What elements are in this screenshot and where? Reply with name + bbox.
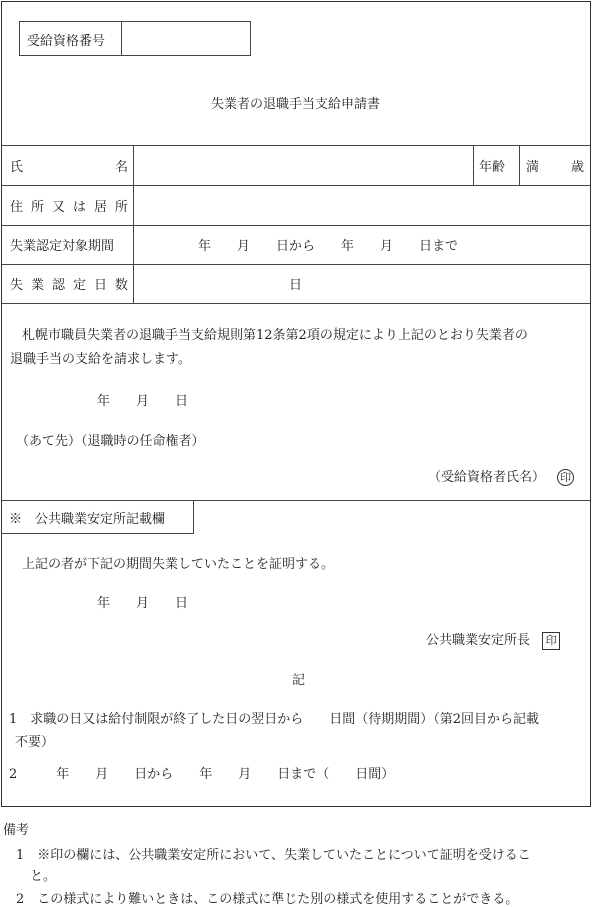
days-label-char: 業 [30,278,44,293]
name-field[interactable] [134,146,472,184]
address-label-char: 所 [114,200,128,215]
days-field[interactable]: 日 [289,278,303,293]
address-label-char: 又 [51,200,65,215]
address-label-char: 居 [93,200,107,215]
addressee: （あて先）（退職時の任命権者） [16,434,205,449]
item1-line2: 不要） [15,735,55,750]
application-body-line1: 札幌市職員失業者の退職手当支給規則第12条第2項の規定により上記のとおり失業者の [22,328,528,343]
name-label-char: 氏 [10,160,24,175]
days-label-char: 定 [72,278,86,293]
office-section-label: ※ 公共職業安定所記載欄 [9,512,166,527]
qualification-number-box [19,21,251,56]
period-label: 失業認定対象期間 [10,239,115,254]
note2: 2 この様式により難いときは、この様式に準じた別の様式を使用することができる。 [16,892,519,907]
period-field[interactable]: 年 月 日から 年 月 日まで [198,239,459,254]
application-form [1,1,591,807]
applicant-name-line[interactable] [428,466,574,486]
days-label-char: 失 [10,278,24,293]
qualification-number-field[interactable] [122,22,250,55]
age-value-divider [519,145,520,185]
days-label-char: 認 [51,278,65,293]
seal-icon: 印 [542,632,560,650]
address-field[interactable] [134,186,586,224]
qualification-number-label: 受給資格番号 [27,34,106,49]
age-label: 年齢 [479,160,506,175]
notes-title: 備考 [3,823,30,838]
office-director-label: 公共職業安定所長 [426,633,531,648]
days-label-char: 日 [93,278,107,293]
address-label-char: 住 [10,200,24,215]
applicant-name-label: （受給資格者氏名） [428,470,546,485]
days-label [10,274,128,293]
address-label [10,196,128,215]
table-line-2 [2,225,590,226]
days-label-char: 数 [114,278,128,293]
office-director-line[interactable] [426,629,560,650]
age-suffix: 歳 [570,160,584,175]
address-label-char: 所 [30,200,44,215]
office-date[interactable]: 年 月 日 [97,596,189,611]
certify-text: 上記の者が下記の期間失業していたことを証明する。 [22,557,335,572]
ki-heading: 記 [292,673,306,688]
age-prefix: 満 [526,160,540,175]
form-title: 失業者の退職手当支給申請書 [210,97,380,112]
name-label-char: 名 [114,160,128,175]
table-line-3 [2,264,590,265]
name-label [10,156,128,175]
note1-line1: 1 ※印の欄には、公共職業安定所において、失業していたことについて証明を受けるこ [16,848,531,863]
seal-icon: 印 [557,469,574,486]
age-label-divider [473,145,474,185]
application-body-line2: 退職手当の支給を請求します。 [10,352,191,367]
item1-line1: 1 求職の日又は給付制限が終了した日の翌日から 日間（待期期間）（第2回目から記載 [9,712,540,727]
item2[interactable]: 2 年 月 日から 年 月 日まで（ 日間） [9,767,395,782]
address-label-char: は [72,200,86,215]
age-field[interactable] [526,156,584,175]
note1-line2: と。 [30,869,57,884]
table-bottom-line [2,303,590,304]
office-section-label-box [1,500,194,534]
application-date[interactable]: 年 月 日 [97,394,189,409]
